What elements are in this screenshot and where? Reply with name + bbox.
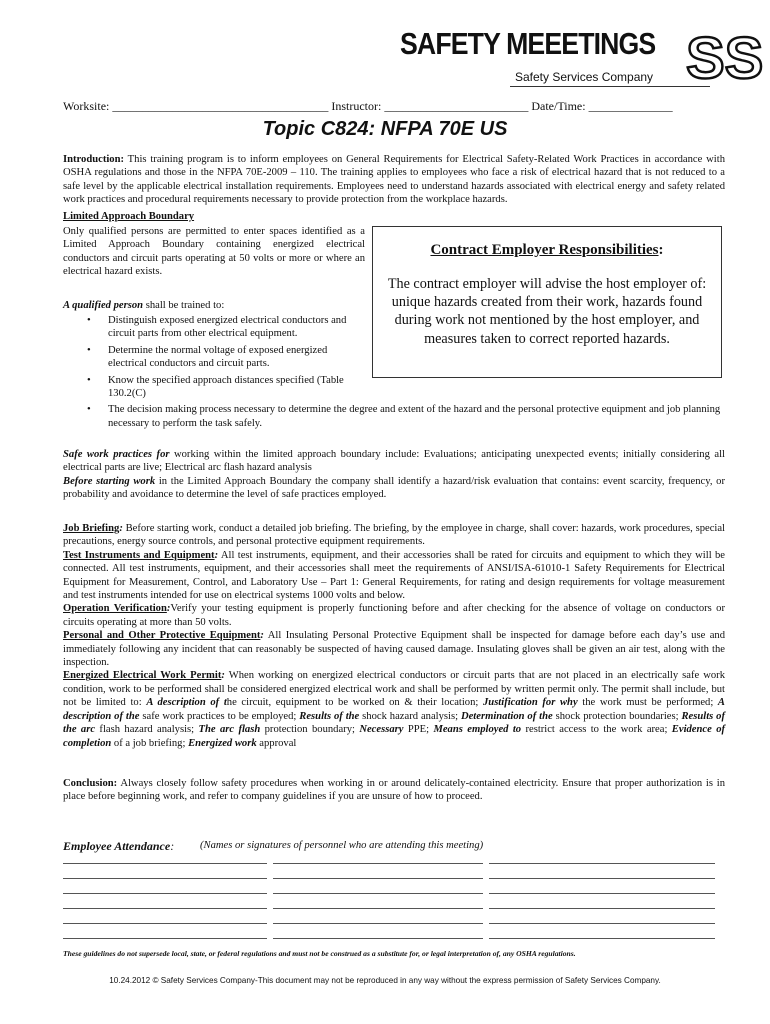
operation-verification-paragraph: Operation Verification:Verify your testing equipment is properly functioning before and after checking for the absence of voltage on conductors or circuits operating at more than 50 volts. xyxy=(63,603,725,628)
qualified-person-intro xyxy=(63,299,365,312)
signature-line[interactable] xyxy=(489,923,715,924)
safe-work-label: Safe work practices for xyxy=(63,449,170,460)
intro-label: Introduction: xyxy=(63,154,125,165)
before-work-label: Before starting work xyxy=(63,475,156,487)
operation-verification-text: Verify your testing equipment is properly functioning before and after checking for the absence of voltage on conductors or circuits operating at more than 50 volts. xyxy=(63,603,725,628)
ppe-paragraph: Personal and Other Protective Equipment: All Insulating Personal Protective Equipment shall be inspected for damage before each day’s use and immediately following any incident that can reasonably be suspected of having caused damage. Insulating gloves shall be given an air test, along with the inspection. xyxy=(63,630,725,669)
header-divider xyxy=(510,86,710,87)
test-instruments-paragraph: Test Instruments and Equipment: All test instruments, equipment, and their accessories shall be rated for circuits and equipment to which they will be connected. All test instruments, equipment, and their accessories shall meet the requirements of ANSI/ISA-61010-1 Safety Requirements for Electrical Equipment for Measurement, Control, and Laboratory Use – Part 1: General Requirements, for rating and design requirements for voltage measurement and test instruments intended for use on electrical systems 1000 volts and below. xyxy=(63,549,725,602)
topic-heading: Topic C824: NFPA 70E US xyxy=(262,118,508,140)
work-permit-text: When working on energized electrical conductors or circuit parts that are not placed in an electrically safe work condition, work to be performed shall be considered energized electrical work and shall be performed by written permit only. The permit shall include, but not be limited to: xyxy=(63,670,725,709)
list-item: • The decision making process necessary to determine the degree and extent of the hazard and the personal protective equipment and job planning necessary to perform the task safely. xyxy=(63,403,725,430)
permit-item-label: Results of the xyxy=(299,710,360,722)
contract-box-text: The contract employer will advise the host employer of: unique hazards created from their work, hazards found during work not mentioned by the host employer, and measures taken to correct reported hazards. xyxy=(387,276,707,347)
attendance-label xyxy=(63,839,174,854)
signature-line[interactable] xyxy=(489,893,715,894)
safe-work-paragraph xyxy=(63,448,725,475)
signature-line[interactable] xyxy=(273,878,483,879)
permit-item-text: restrict access to the work area; xyxy=(521,724,672,736)
list-item: • Distinguish exposed energized electrical conductors and circuit parts from other electrical equipment. xyxy=(63,314,365,341)
permit-item-text: approval xyxy=(256,737,297,749)
ppe-text: All Insulating Personal Protective Equipment shall be inspected for damage before each day’s use and immediately following any incident that can reasonably be suspected of having caused damage. Insulating gloves shall be given an air test, along with the inspection. xyxy=(63,630,725,669)
test-instruments-label: Test Instruments and Equipment xyxy=(63,549,215,561)
limited-approach-heading: Limited Approach Boundary xyxy=(63,211,195,222)
disclaimer: These guidelines do not supersede local, state, or federal regulations and must not be construed as a substitute for, or legal interpretation of, any OSHA regulations. xyxy=(63,949,576,958)
work-permit-label: Energized Electrical Work Permit xyxy=(63,670,222,682)
permit-item-label: Justification for why xyxy=(483,697,578,709)
permit-item-label: Necessary xyxy=(359,724,404,736)
signature-line[interactable] xyxy=(489,908,715,909)
permit-item-text: safe work practices to be employed; xyxy=(139,710,300,722)
contract-box-title-text: Contract Employer Responsibilities xyxy=(430,242,659,258)
qualified-person-label: A qualified person xyxy=(63,300,144,311)
logo-text: SS xyxy=(686,26,764,91)
form-line xyxy=(63,99,725,114)
conclusion-label: Conclusion: xyxy=(63,778,118,789)
footer-copyright: 10.24.2012 © Safety Services Company-This document may not be reproduced in any way without the express permission of Safety Services Company. xyxy=(109,976,661,985)
list-item: • Know the specified approach distances specified (Table 130.2(C) xyxy=(63,374,365,401)
limited-approach-text: Only qualified persons are permitted to enter spaces identified as a Limited Approach Boundary containing energized electrical conductors and circuit parts operating at 50 volts or more or where an electrical hazard exists. xyxy=(63,226,365,278)
permit-item-label: A description of t xyxy=(146,697,227,709)
test-instruments-text: All test instruments, equipment, and their accessories shall be rated for circuits and equipment to which they will be connected. All test instruments, equipment, and their accessories shall meet the requirements of ANSI/ISA-61010-1 Safety Requirements for Electrical Equipment for Measurement, Control, and Laboratory Use – Part 1: General Requirements, for rating and design requirements for voltage measurement and test instruments intended for use on electrical systems 1000 volts and below. xyxy=(63,549,725,602)
signature-line[interactable] xyxy=(273,863,483,864)
signature-line[interactable] xyxy=(489,878,715,879)
instructor-field[interactable]: ________________________ xyxy=(384,99,529,113)
operation-verification-label: Operation Verification xyxy=(63,603,167,615)
contract-box-title xyxy=(373,242,721,259)
company-name: Safety Services Company xyxy=(515,70,654,84)
signature-line[interactable] xyxy=(63,893,267,894)
permit-item-label: Energized work xyxy=(188,737,257,749)
job-briefing-paragraph: Job Briefing: Before starting work, conduct a detailed job briefing. The briefing, by the employee in charge, shall cover: hazards, work procedures, special precautions, energy source controls, and personal protective equipment requirements. xyxy=(63,523,725,548)
signature-line[interactable] xyxy=(273,923,483,924)
work-permit-paragraph: Energized Electrical Work Permit: When working on energized electrical conductors or circuit parts that are not placed in an electrically safe work condition, work to be performed shall be considered energized electrical work and shall be performed by written permit only. The permit shall include, but not be limited to: A description of the circuit, equipment to be worked on & their location; Justification for why the work must be performed; A description of the safe work practices to be employed; Results of the shock hazard analysis; Determination of the shock protection boundaries; Results of the arc flash hazard analysis; The arc flash protection boundary; Necessary PPE; Means employed to restrict access to the work area; Evidence of completion of a job briefing; Energized work approval xyxy=(63,670,726,749)
conclusion-text: Always closely follow safety procedures when working in or around delicately-contained electricity. Ensure that proper authorization is in place before beginning work, and refer to company guidelines if you are unsure of how to proceed. xyxy=(63,778,725,803)
signature-line[interactable] xyxy=(63,938,267,939)
job-briefing-label: Job Briefing xyxy=(63,523,120,534)
permit-item-text: of a job briefing; xyxy=(111,737,189,749)
permit-item-text: shock protection boundaries; xyxy=(552,710,682,722)
ppe-label: Personal and Other Protective Equipment xyxy=(63,630,261,642)
company-logo xyxy=(684,20,764,91)
attendance-colon: : xyxy=(170,839,175,853)
signature-line[interactable] xyxy=(63,908,267,909)
datetime-field[interactable]: ______________ xyxy=(588,99,673,113)
before-work-paragraph xyxy=(63,475,725,502)
qualified-person-text: shall be trained to: xyxy=(143,300,225,311)
contract-box-colon: : xyxy=(658,242,664,258)
list-item: • Determine the normal voltage of exposed energized electrical conductors and circuit parts. xyxy=(63,344,365,371)
permit-item-text: protection boundary; xyxy=(260,724,360,736)
permit-item-text: the work must be performed; xyxy=(577,697,718,709)
before-work-text: in the Limited Approach Boundary the company shall identify a hazard/risk evaluation that contains: event scarcity, frequency, or probability and avoidance to determine the level of safe practices employed. xyxy=(63,475,726,501)
instructor-label: Instructor: xyxy=(331,99,382,113)
attendance-note: (Names or signatures of personnel who are attending this meeting) xyxy=(200,840,484,851)
safe-work-section xyxy=(63,448,725,502)
worksite-field[interactable]: ____________________________________ xyxy=(112,99,329,113)
permit-item-text: flash hazard analysis; xyxy=(95,724,199,736)
permit-item-text: shock hazard analysis; xyxy=(359,710,461,722)
requirements-section xyxy=(63,522,725,750)
permit-item-label: Means employed to xyxy=(433,724,522,736)
permit-item-label: A description of the xyxy=(63,697,725,722)
signature-line[interactable] xyxy=(63,863,267,864)
permit-item-text: he circuit, equipment to be worked on & their location; xyxy=(226,697,483,709)
worksite-label: Worksite: xyxy=(63,99,110,113)
signature-line[interactable] xyxy=(489,863,715,864)
job-briefing-text: Before starting work, conduct a detailed job briefing. The briefing, by the employee in charge, shall cover: hazards, work procedures, special precautions, energy source controls, and personal protective equipment requirements. xyxy=(63,523,725,548)
permit-item-text: PPE; xyxy=(403,724,434,736)
datetime-label: Date/Time: xyxy=(531,99,586,113)
attendance-label-text: Employee Attendance xyxy=(63,839,171,853)
signature-line[interactable] xyxy=(273,893,483,894)
signature-line[interactable] xyxy=(273,908,483,909)
page-title: SAFETY MEEETINGS xyxy=(400,26,656,61)
contract-employer-box xyxy=(372,226,722,378)
permit-item-label: Results of the arc xyxy=(63,710,725,736)
intro-text: This training program is to inform employees on General Requirements for Electrical Safety-Related Work Practices in accordance with OSHA regulations and those in the NFPA 70E-2009 – 110. The training applies to employees who face a risk of electrical hazard that is not reduced to a safe level by the applicable electrical installation requirements. Employees need to understand hazards associated with electrical energy and safety related work practices and procedural requirements necessary to provide protection from the workplace hazards. xyxy=(63,154,725,206)
signature-line[interactable] xyxy=(489,938,715,939)
permit-item-label: Determination of the xyxy=(460,710,553,722)
permit-item-label: Evidence of completion xyxy=(63,724,726,749)
conclusion-paragraph xyxy=(63,777,725,804)
signature-line[interactable] xyxy=(63,923,267,924)
intro-paragraph xyxy=(63,153,725,207)
permit-item-label: The arc flash xyxy=(198,724,261,736)
safe-work-text: working within the limited approach boundary include: Evaluations; anticipating unexpected events; initially considering all electrical parts are live; Electrical arc flash hazard analysis xyxy=(63,449,725,474)
signature-line[interactable] xyxy=(273,938,483,939)
signature-line[interactable] xyxy=(63,878,267,879)
